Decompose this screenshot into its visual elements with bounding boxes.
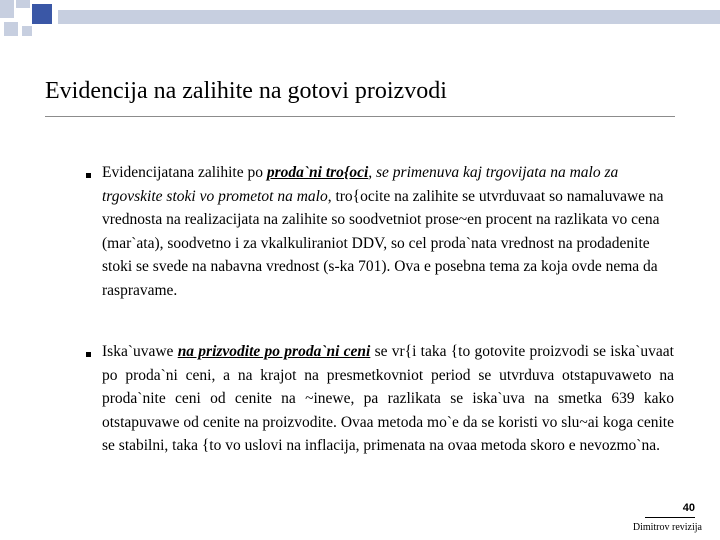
deco-square <box>32 4 52 24</box>
bullet-1-seg-4: , tro{ocite na zalihite se utvrduvaat so namaluvawe na vrednosta na realizacijata na zalihite so soodvetniot prose~en procent na razlikata vo cena (mar`ata), soodvetno i za vkalkuliraniot DDV, so cel proda`nata vrednost na prodadenite stoki se svede na nabavna vrednost (s-ka 701). Ova e posebna tema za koja ovde nema da raspravame. <box>102 187 664 299</box>
bullet-1-text <box>102 161 674 302</box>
bullet-1-seg-3: , se primenuva kaj trgovijata na malo za trgovskite stoki vo prometot na malo <box>102 164 619 205</box>
slide-title: Evidencija na zalihite na gotovi proizvodi <box>45 78 447 104</box>
title-divider <box>45 116 675 117</box>
footer-author: Dimitrov revizija <box>632 522 702 533</box>
bullet-marker <box>86 173 91 178</box>
deco-square <box>16 0 30 8</box>
bullet-1-seg-2: proda`ni tro{oci <box>266 164 369 181</box>
bullet-2-seg-2: na prizvodite po proda`ni ceni <box>177 343 371 360</box>
deco-square <box>4 22 18 36</box>
decorative-squares <box>0 0 720 42</box>
page-number-underline <box>645 517 695 518</box>
bullet-2-seg-1: Iska`uvawe <box>102 343 178 360</box>
bullet-1-seg-1: Evidencijatana zalihite po <box>102 164 267 181</box>
bullet-marker <box>86 352 91 357</box>
deco-strip <box>58 10 720 24</box>
bullet-2-text <box>102 340 674 458</box>
bullet-2-seg-3: se vr{i taka {to gotovite proizvodi se iska`uvaat po proda`ni ceni, a na krajot na presmetkovniot period se utvrduva otstapuvaweto na proda`nite ceni od cenite na ~inewe, pa razlikata se iska`uva na smetka 639 kako otstapuvawe od cenite na proizvodite. Ovaa metoda mo`e da se koristi vo slu~ai koga cenite se stabilni, taka {to vo uslovi na inflacija, primenata na ovaa metoda skoro e nevozmo`na. <box>102 343 674 454</box>
page-number: 40 <box>682 502 695 514</box>
deco-square <box>22 26 32 36</box>
deco-square <box>0 0 14 18</box>
